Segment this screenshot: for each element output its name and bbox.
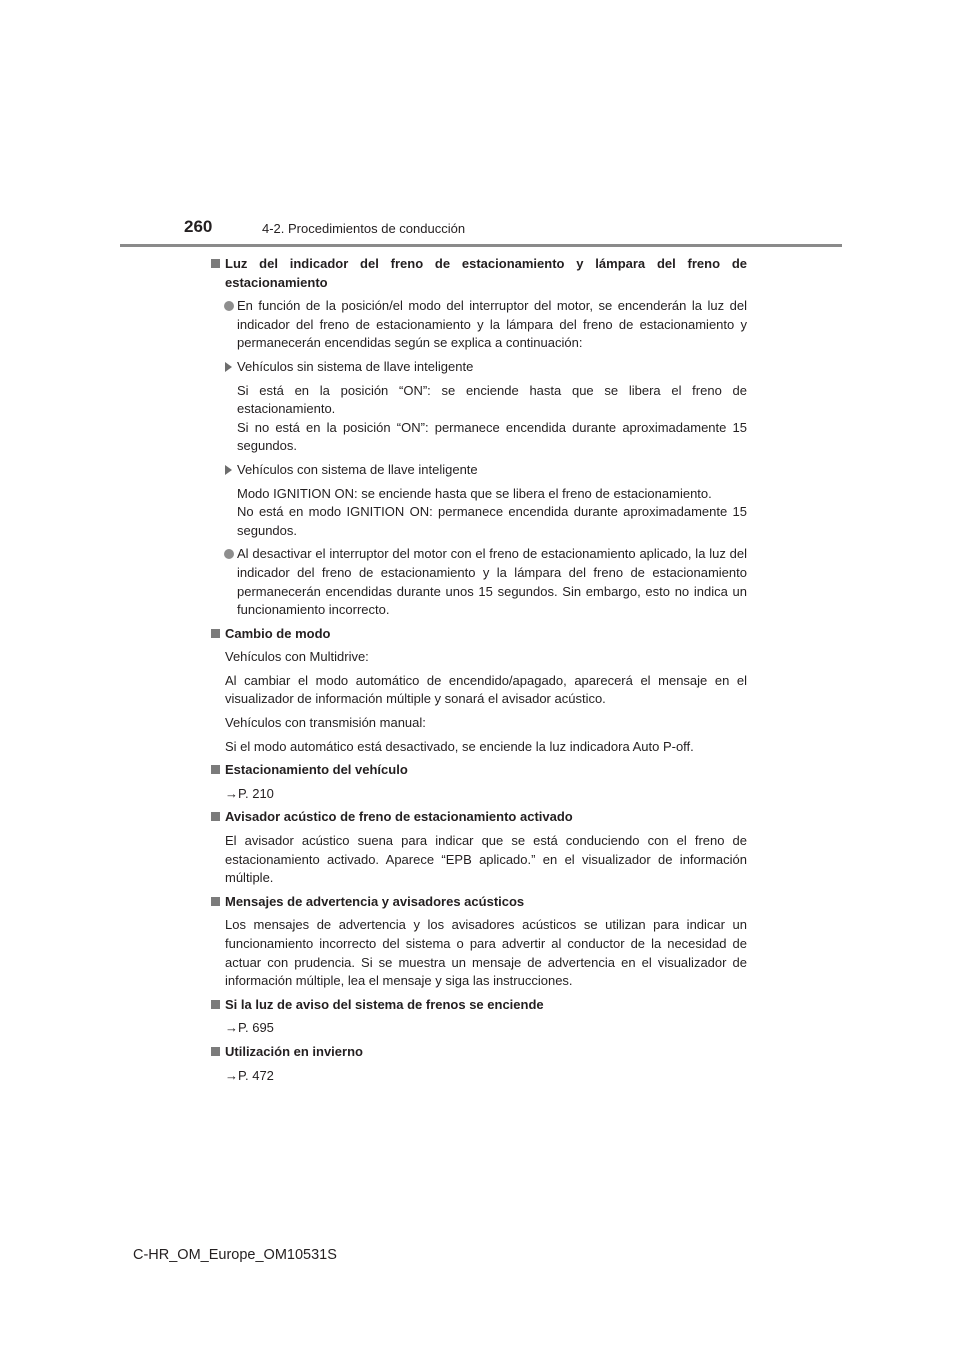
paragraph: Vehículos con transmisión manual: [225,715,426,731]
heading-mode-change: Cambio de modo [211,625,747,644]
page-reference-link[interactable]: →P. 695 [225,1020,274,1036]
bullet-item: Al desactivar el interruptor del motor con el freno de estacionamiento aplicado, la luz del indicador del freno de estacionamiento y la lámpara del freno de estacionamiento permanecerán encendidas durante unos 15 segundos. Sin embargo, esto no indica un funcionamiento incorrecto. [211,545,747,619]
sub-item-no-smart-key: Vehículos sin sistema de llave inteligente [211,358,747,377]
page-reference-link[interactable]: →P. 210 [225,785,274,801]
section-title: 4-2. Procedimientos de conducción [262,221,466,236]
circle-bullet-icon [224,301,234,311]
page-reference-link[interactable]: →P. 472 [225,1067,274,1083]
page-content [211,255,747,1090]
square-bullet-icon [211,629,220,638]
paragraph: Vehículos con Multidrive: [225,649,369,665]
square-bullet-icon [211,765,220,774]
heading-winter-use: Utilización en invierno [211,1043,747,1062]
sub-item-text: Modo IGNITION ON: se enciende hasta que se libera el freno de estacionamiento. No está en modo IGNITION ON: permanece encendida durante aproximadamente 15 segundos. [237,485,747,538]
heading-warning-messages: Mensajes de advertencia y avisadores acústicos [211,893,747,912]
square-bullet-icon [211,897,220,906]
triangle-bullet-icon [225,465,232,475]
document-id-footer: C-HR_OM_Europe_OM10531S [133,1247,337,1263]
heading-parking-brake-buzzer: Avisador acústico de freno de estacionamiento activado [211,808,747,827]
paragraph: Si el modo automático está desactivado, se enciende la luz indicadora Auto P-off. [225,738,694,754]
header-divider [120,244,842,247]
circle-bullet-icon [224,549,234,559]
paragraph: Al cambiar el modo automático de encendido/apagado, aparecerá el mensaje en el visualizador de información múltiple y sonará el avisador acústico. [225,672,747,707]
square-bullet-icon [211,1047,220,1056]
bullet-item: En función de la posición/el modo del interruptor del motor, se encenderán la luz del indicador del freno de estacionamiento y la lámpara del freno de estacionamiento y permanecerán encendidas según se explica a continuación: [211,297,747,353]
paragraph: El avisador acústico suena para indicar que se está conduciendo con el freno de estacionamiento activado. Aparece “EPB aplicado.” en el visualizador de información múltiple. [225,833,747,886]
square-bullet-icon [211,259,220,268]
page-number: 260 [184,217,213,236]
sub-item-text: Si está en la posición “ON”: se enciende hasta que se libera el freno de estacionamiento. Si no está en la posición “ON”: permanece encendida durante aproximadamente 15 segundos. [237,382,747,454]
heading-parking-brake-light: Luz del indicador del freno de estacionamiento y lámpara del freno de estacionamiento [211,255,747,292]
triangle-bullet-icon [225,362,232,372]
paragraph: Los mensajes de advertencia y los avisadores acústicos se utilizan para indicar un funcionamiento incorrecto del sistema o para advertir al conductor de la necesidad de actuar con prudencia. Si se muestra un mensaje de advertencia en el visualizador de información múltiple, lea el mensaje y siga las instrucciones. [225,917,747,989]
heading-brake-warning-light: Si la luz de aviso del sistema de frenos se enciende [211,996,747,1015]
heading-vehicle-parking: Estacionamiento del vehículo [211,761,747,780]
sub-item-smart-key: Vehículos con sistema de llave inteligente [211,461,747,480]
square-bullet-icon [211,1000,220,1009]
square-bullet-icon [211,812,220,821]
